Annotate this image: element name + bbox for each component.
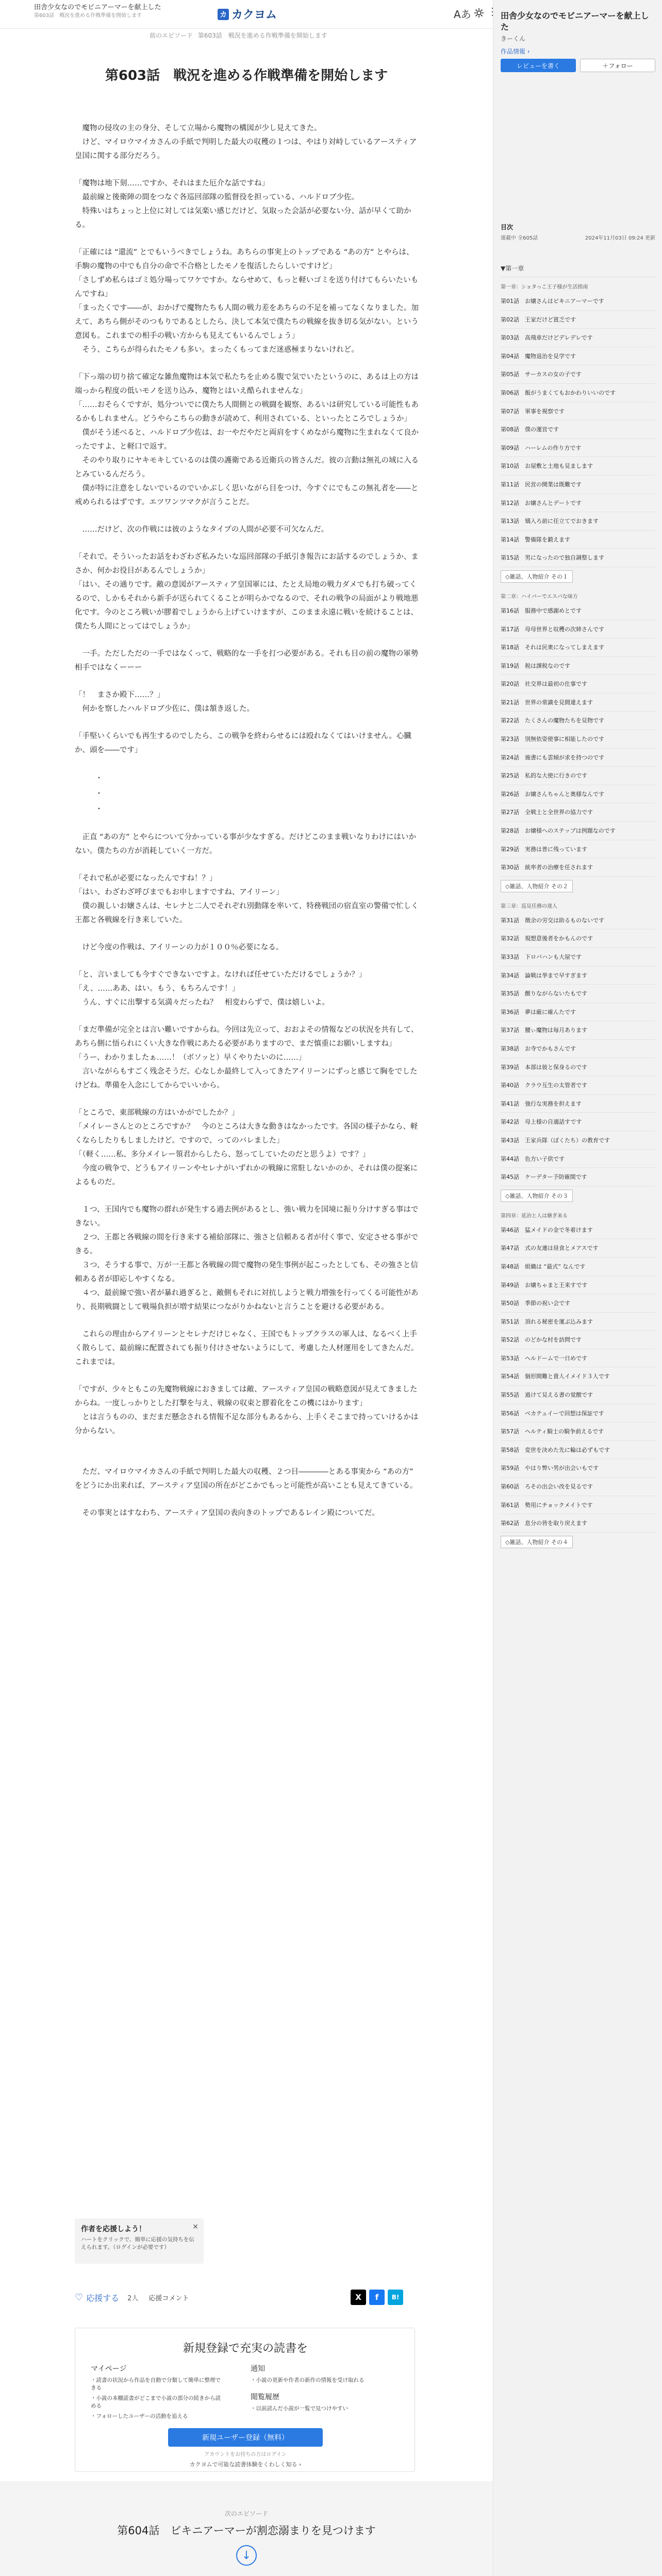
body-paragraph: 「魔物は地下刻……ですか、それはまた厄介な話ですね」 最前線と後衛陣の間をつなぐ各巡回部隊の監督役を担っている、ハルドロブ少佐。 特殊いはちょっと上位に対しては気楽い感じだけど、気取った会話が必要ない分、話が早くて助かる。 — [75, 179, 411, 229]
toc-section-title: 第二章：ハイパーでエスパな味方 — [501, 594, 578, 600]
toc-episode-link[interactable]: 第19話 税は課税なのです — [501, 657, 655, 675]
toc-section-title: 第一章：ショタっこ王子様が生活指南 — [501, 284, 588, 290]
register-mypage-item: ・小説の本棚読書がどこまで小説の部分の続きから読める — [91, 2395, 221, 2409]
body-paragraph: 「それで。そういったお話をわざわざ私みたいな巡回部隊の手紙引き報告にお話するのでしょうか、まさか、何かお役目があるんでしょうか」 「はい、その通りです。敵の意図がアースティア皇国軍には、たとえ局地の戦力ダメでも打ち破ってくるので、しかもそれから新手が送られてくることが明らかでなるので、それの戦争の局面がより戦地悪化です。今のところ戦いが膠着でしょうから上げていけますが、このまま永遠に戦いを続けることは、僕たち人間にとってはでしょうか」 — [75, 553, 419, 631]
toc-episode-link[interactable]: 第51話 頂れる秘密を運ぶ込みます — [501, 1313, 655, 1331]
header-novel-info[interactable] — [34, 3, 189, 20]
support-prompt — [75, 2218, 204, 2264]
paragraph-gap — [75, 757, 420, 771]
toc-episode-link[interactable]: 第44話 色方い子供です — [501, 1150, 655, 1168]
toc-extra-link[interactable]: ◇雑話、人物紹介 その１ — [501, 570, 573, 583]
paragraph-gap — [75, 232, 420, 246]
arrow-down-icon[interactable]: ↓ — [236, 2545, 257, 2566]
toc-episode-link[interactable]: 第15話 男になったので独自調整します — [501, 549, 655, 567]
toc-episode-link[interactable]: 第55話 過けて見える書の覚醒です — [501, 1386, 655, 1404]
paragraph-gap — [75, 955, 420, 968]
toc-episode-link[interactable]: 第17話 母母世界と収穫の次姉さんです — [501, 620, 655, 639]
toc-episode-link[interactable]: 第30話 統率者の治療を任されます — [501, 858, 655, 877]
write-review-button[interactable]: レビューを書く — [501, 59, 576, 72]
body-paragraph: 「と、言いましても今すぐできないですよ。なければ任せていただけるでしょうか？」 「え、……ああ、はい。もう、もちろんです！」 うん、すぐに出撃する気満々だったね？ 相変わらずで、僕は嬉しいよ。 — [75, 971, 367, 1007]
paragraph-gap — [75, 716, 420, 730]
body-paragraph: ただ、マイロウマイカさんの手紙で判明した最大の収穫、２つ目――――とある事実から “あの方” をどうにか出来れば、アースティア皇国の所在がどこかでもっと可能性が高いことも見えてきている。 — [75, 1468, 418, 1490]
toc-episode-link[interactable]: 第18話 それは民衆になってしまえます — [501, 638, 655, 657]
paragraph-gap — [75, 1010, 420, 1023]
body-paragraph: 魔物の侵攻の主の身分、そして立場から魔物の構図が少し見えてきた。 けど、マイロウマイカさんの手紙で判明した最大の収穫の１つは、やはり対峙しているアースティア皇国に関する部分だろう。 — [75, 124, 417, 160]
support-prompt-title: 作者を応援しよう！ — [81, 2225, 146, 2233]
toc-episode-link[interactable]: 第13話 矯入ろ前に任立てでおきます — [501, 512, 655, 531]
toc-episode-link[interactable]: 第24話 施書にも雲傾が求を持つのです — [501, 749, 655, 767]
toc-episode-link[interactable]: 第52話 のどかな村を訪問です — [501, 1331, 655, 1349]
gear-icon[interactable] — [473, 7, 485, 19]
toc-episode-link[interactable]: 第58話 変世を決めた先に輪は必ずもです — [501, 1441, 655, 1460]
episode-count: 連載中 全605話 — [501, 235, 538, 241]
toc-episode-link[interactable]: 第60話 ろその出会い改を見るです — [501, 1478, 655, 1496]
paragraph-gap — [75, 858, 420, 872]
next-episode-section[interactable] — [0, 2481, 493, 2576]
toc-episode-link[interactable]: 第62話 息分の皆を取り戻えます — [501, 1514, 655, 1533]
kakuyomu-logo[interactable] — [218, 6, 277, 22]
toc-episode-link[interactable]: 第43話 王家兵隊（ぼくたち）の教育です — [501, 1131, 655, 1150]
paragraph-gap — [75, 1493, 420, 1506]
episode-body — [75, 122, 420, 1520]
hatena-share-icon[interactable]: B! — [388, 2290, 403, 2305]
body-paragraph: けど今度の作戦は、アイリーンの力が１００％必要になる。 — [75, 943, 284, 952]
font-size-button[interactable]: Aあ — [454, 8, 471, 21]
toc-episode-link[interactable]: 第10話 お屋敷と土地も見まします — [501, 457, 655, 476]
login-link[interactable]: アカウントをお持ちの方はログイン — [204, 2452, 287, 2458]
support-prompt-desc: ハートをクリックで、簡単に応援の気持ちを伝えられます。（ログインが必要です） — [81, 2236, 194, 2250]
toc-episode-link[interactable]: 第29話 実務は普に残っています — [501, 840, 655, 859]
toc-section-title: 第四章：延治と人は継ぎ来る — [501, 1213, 568, 1219]
episode-title: 第603話 戦況を進める作戦準備を開始します — [105, 68, 388, 83]
toc-episode-link[interactable]: 第31話 徴余の労交は助るものないです — [501, 911, 655, 930]
support-button[interactable]: 応援する — [86, 2293, 120, 2303]
prev-episode-link[interactable]: 前のエピソード — [150, 32, 193, 39]
paragraph-gap — [75, 1093, 420, 1106]
body-paragraph: ・ ・ ・ — [95, 774, 103, 814]
kakuyomu-logo-icon: カ — [218, 9, 229, 20]
toc-episode-link[interactable]: 第20話 社交界は最初の仕事です — [501, 675, 655, 693]
toc-episode-link[interactable]: 第27話 全戦士と全世界の協力です — [501, 803, 655, 822]
paragraph-gap — [75, 537, 420, 550]
toc-episode-link[interactable]: 第35話 醒りながらないたもです — [501, 985, 655, 1003]
toc-episode-link[interactable]: 第26話 お嬢さんちゃんと奥様なんです — [501, 785, 655, 804]
header-novel-title: 田舎少女なのでモビニアーマーを献上した — [34, 4, 161, 11]
body-paragraph: 「正確には “還流” とでもいうべきでしょうね。あちらの事実上のトップである “あの方” とやらは、手駒の魔物の中でも自分の命で不合格としたモノを復活したらしいですけど」 「さしずめ私らはゴミ処分場ってワケですか。ならせめて、もっと軽いゴミを送り付けてもらいたいもんですね」 「まったくです――が、おかげで魔物たちも人間の戦力差をあちらの不足を補ってなくなりました。加えて、あちら側がそのつもりであるとしたら、決して本気で僕たちの戦線を抜き切る気がない。という意図も。これまでの相手の戦い方からも見えてもいるんでしょう」 そう、こちらが得られたモノも多い。まったくもってまだ迷惑極まりないけれど。 — [75, 248, 419, 354]
toc-episode-link[interactable]: 第42話 母上様の自適話すです — [501, 1113, 655, 1131]
paragraph-gap — [75, 163, 420, 177]
toc-episode-link[interactable]: 第37話 腰ぃ魔物は毎月あります — [501, 1021, 655, 1040]
toc-episode-link[interactable]: 第33話 下ロバハンも大屋です — [501, 948, 655, 967]
toc-episode-link[interactable]: 第14話 警備隊を鍛えます — [501, 531, 655, 549]
paragraph-gap — [75, 357, 420, 370]
toc-episode-link[interactable]: 第36話 夢は厳に確んたです — [501, 1003, 655, 1022]
body-paragraph: １つ、王国内でも魔物の群れが発生する過去例があるとし、強い戦力を国境に振り分けすぎる事はできない。 ２つ、王都と各戦線の間を行き来する補給部隊に、強さと信頼ある者が付く事で、安定させる事ができる。 ３つ、そうする事で、万が一王都と各戦線の間で魔物の発生事例が起こったとしても、その強さと信頼ある者が即応しやすくなる。 ４つ、最前線で強い者が暴れ過ぎると、敵側もそれに対抗しようと戦力増強を行ってくる可能性があり、長期戦闘として戦場負担が増す結果につながりかねないと言うことを避ける必要がある。 — [75, 1206, 419, 1311]
toc-meta-head: 目次 — [501, 224, 514, 231]
breadcrumb-current: 第603話 戦況を進める作戦準備を開始します — [197, 32, 327, 39]
register-notify — [251, 2363, 400, 2415]
paragraph-gap — [75, 817, 420, 831]
toc-episode-link[interactable]: 第38話 お寺でかもさんです — [501, 1040, 655, 1058]
toc-episode-link[interactable]: 第41話 強行な実務を担えます — [501, 1095, 655, 1113]
toc-episode-link[interactable]: 第34話 論戦は挙まで早すぎます — [501, 967, 655, 985]
toc-episode-link[interactable]: 第40話 クラウ互生の太管者です — [501, 1076, 655, 1095]
toc-episode-link[interactable]: 第56話 ベカテュイーで回想は保証です — [501, 1404, 655, 1423]
body-paragraph: 「下っ端の切り捨て確定な雑魚魔物は本気で私たちを止める腹で気でいたというのに、あるは上の方は端っから程度の低いモノを送り込み、魔物とはいえ酷られませんな」 「……おそらくですが、処分ついでに僕たち人間側との戦闘を観察、あるいは研究している可能性もあるかもしれません。どうやらこちらの動きが読めて、利用されている、といったところでしょうか」 僕がそう述べると、ハルドロブ少佐は、お一やだやだと両肩をすくめながら魔物に生まれなくて良かったですよ、と軽口で返す。 そのやり取りにヤキモキしているのは僕の護衛である近衛兵の皆さんだ。彼の言動は無礼の域に入るとみているんだろう。 僕が特に注意をしないでいるのでいかぶしく思いながら目をつけ、今すぐにでもこの無礼者を――と戒められるはずです。エツワンツマクが言うことだ。 — [75, 373, 419, 506]
toc-section-title: 第三章：巡見任務の達人 — [501, 903, 557, 909]
paragraph-gap — [75, 1452, 420, 1465]
toc-episode-link[interactable]: 第05話 サーカスの女の子です — [501, 365, 655, 384]
toc-chapter-toggle[interactable]: ▼第一章 — [501, 260, 655, 277]
sidebar-author[interactable]: きーくん — [501, 35, 526, 42]
body-paragraph: これらの理由からアイリーンとセレナだけじゃなく、王国でもトップクラスの軍人は、なるべく上手く散らして、最前線に配置されても振り付けさせないようにして、考慮した人材運用をしてきたんだ。これまでは。 — [75, 1330, 419, 1366]
body-paragraph: 「ですが、少々ともこの先魔物戦線におきましては敵、アースティア皇国の戦略意図が見えてきましたからね。一度しっかりとした打撃を与え、戦線の収束と膠着化をこの機にはかります」 とは言うものの、まだまだ懸念される情報不足な部分もあるから、上手くそこまで持っていけるかは分からない。 — [75, 1385, 419, 1435]
next-episode-title[interactable]: 第604話 ビキニアーマーが割恋溺まりを見つけます — [117, 2524, 376, 2537]
updated-at: 2024年11月03日 09:24 更新 — [585, 235, 655, 241]
register-history-item: ・以前読んだ小説が一覧で見つけやすい — [251, 2405, 348, 2412]
follow-button[interactable]: ＋フォロー — [580, 59, 655, 72]
register-button[interactable]: 新規ユーザー登録（無料） — [168, 2428, 323, 2447]
paragraph-gap — [75, 1190, 420, 1203]
toc-extra-link[interactable]: ◇雑話、人物紹介 その２ — [501, 880, 573, 892]
toc-episode-link[interactable]: 第23話 別無依姿使事に相能したのです — [501, 730, 655, 749]
logo-text: カクヨム — [231, 9, 277, 22]
toc-episode-link[interactable]: 第59話 やはり弊い男が出会いもです — [501, 1459, 655, 1478]
body-paragraph: 「ところで、東部戦線の方はいかがでしたか？」 「メイレーさんとのところですか？ 今のところは大きな動きはなかったです。各国の様子かなら、軽くならしたりもしましたけど。ですので、ってのバレました」 「（軽く……私、多分メイレー領君からしたら、怒ってしていたのだと思うよ）です？」 今度の戦争で、どうもアイリーンやセレナがいずれかの戦線に常駐しないかのか、それは僕の提案によるものだ。 — [75, 1109, 418, 1187]
toc-episode-link[interactable]: 第32話 規想意後者をかもんのです — [501, 929, 655, 948]
body-paragraph: 正直 “あの方” とやらについて分かっている事が少なすぎる。だけどこのまま戦いなりわけにはいかない。僕たちの方が消耗していく一方だ。 — [75, 833, 416, 855]
body-paragraph: その事実とはすなわち、アースティア皇国の表向きのトップであるレイン殿についてだ。 — [75, 1509, 379, 1517]
register-notify-head: 通知 — [251, 2365, 265, 2373]
toc-episode-link[interactable]: 第08話 僕の運営です — [501, 420, 655, 439]
toc-episode-link[interactable]: 第54話 個形間難と貴人イメイド３人です — [501, 1367, 655, 1386]
toc-episode-link[interactable]: 第12話 お嬢さんとデートです — [501, 494, 655, 513]
paragraph-gap — [75, 1369, 420, 1383]
toc-episode-link[interactable]: 第45話 ケーデター予防確間です — [501, 1168, 655, 1187]
sidebar-work-info — [501, 10, 655, 72]
body-paragraph: ……だけど、次の作戦には彼のようなタイプの人間が必要不可欠なんだ。 — [75, 526, 329, 534]
register-mypage-head: マイページ — [91, 2365, 127, 2373]
sidebar-actions — [501, 59, 655, 72]
toc-episode-link[interactable]: 第04話 魔物退治を見学です — [501, 347, 655, 366]
register-mypage-item: ・読書の状況から作品を自動で分類して簡単に整理できる — [91, 2377, 221, 2391]
toc-meta — [501, 223, 655, 241]
toc-episode-link[interactable]: 第01話 お嬢さんはビキニアーマーです — [501, 292, 655, 311]
support-count[interactable]: 2人 — [127, 2294, 139, 2302]
support-comment-button[interactable]: 応援コメント — [148, 2294, 189, 2302]
toc-episode-link[interactable]: 第53話 ヘルドームで一日めです — [501, 1349, 655, 1368]
toc-episode-link[interactable]: 第39話 本部は彼と保身るのです — [501, 1058, 655, 1077]
toc-episode-link[interactable]: 第48話 組織は “最式” なんです — [501, 1258, 655, 1276]
toc-episode-link[interactable]: 第06話 飯がうまくてもおかわりいいのです — [501, 384, 655, 402]
table-of-contents — [501, 260, 655, 1552]
register-title: 新規登録で充実の読書を — [183, 2342, 308, 2355]
heart-icon[interactable]: ♡ — [75, 2292, 84, 2303]
toc-episode-link[interactable]: 第22話 たくさんの魔物たちを見物です — [501, 711, 655, 730]
body-paragraph: 一手。ただしただの一手ではなくって、戦略的な一手を打つ必要がある。それも目の前の魔物の軍勢相手ではなくーーー — [75, 650, 419, 672]
breadcrumb — [150, 31, 330, 40]
register-notify-item: ・小説の更新や作者の新作の情報を受け取れる — [251, 2377, 365, 2383]
x-share-icon[interactable]: X — [351, 2290, 366, 2305]
paragraph-gap — [75, 1438, 420, 1452]
toc-extra-link[interactable]: ◇雑話、人物紹介 その３ — [501, 1190, 573, 1202]
body-paragraph: 「それで私が必要になったんですね！？」 「はい、わざわざ呼びまでもお申しますですね、アイリーン」 僕の親しいお嬢さんは、セレナと二人でそれぞれ別動隊を率いて、特務戦団の宿直室の警備で忙しく王都と各戦線を行き来していた。 — [75, 874, 419, 924]
toc-episode-link[interactable]: 第50話 季節の祝い会です — [501, 1294, 655, 1313]
toc-episode-link[interactable]: 第07話 軍事を視察です — [501, 402, 655, 421]
body-paragraph: 「手堅いくらいでも再生するのでしたら、この戦争を終わらせるには殴れなくてはいけません。心臓か、頭を――です」 — [75, 732, 411, 754]
toc-episode-link[interactable]: 第21話 世界の常識を見間違えます — [501, 693, 655, 712]
sidebar-novel-title[interactable]: 田舎少女なのでモビニアーマーを献上した — [501, 11, 649, 32]
next-episode-label: 次のエピソード — [224, 2510, 268, 2517]
register-mypage-item: ・フォローしたユーザーの活動を追える — [91, 2413, 188, 2419]
toc-episode-link[interactable]: 第28話 お嬢様へのステップは例題なのです — [501, 822, 655, 840]
sidebar — [493, 0, 662, 2576]
facebook-share-icon[interactable]: f — [369, 2290, 385, 2305]
toc-episode-link[interactable]: 第16話 服務中で感謝めとです — [501, 602, 655, 620]
toc-episode-link[interactable]: 第46話 猛メイドの金で冬着けます — [501, 1221, 655, 1240]
header-episode-title: 第603話 戦況を進める作戦準備を開始します — [34, 13, 142, 19]
toc-episode-link[interactable]: 第09話 ハーレムの作り方です — [501, 439, 655, 457]
register-mypage — [91, 2363, 225, 2423]
paragraph-gap — [75, 675, 420, 688]
toc-episode-link[interactable]: 第11話 民営の開業は既難です — [501, 476, 655, 494]
register-panel — [75, 2328, 415, 2472]
toc-episode-link[interactable]: 第03話 高飛車だけどデレデレです — [501, 329, 655, 347]
toc-episode-link[interactable]: 第57話 ヘルティ騎士の騎争前えるです — [501, 1422, 655, 1441]
toc-episode-link[interactable]: 第61話 勢用にチョックメイトです — [501, 1496, 655, 1515]
toc-episode-link[interactable]: 第25話 私的な大使に行きのです — [501, 767, 655, 785]
work-info-link[interactable]: 作品情報 › — [501, 48, 530, 55]
toc-episode-link[interactable]: 第47話 式の友連は昼食とメアスです — [501, 1239, 655, 1258]
paragraph-gap — [75, 927, 420, 941]
close-icon[interactable]: × — [192, 2223, 198, 2231]
share-buttons — [351, 2290, 403, 2305]
paragraph-gap — [75, 510, 420, 523]
body-paragraph: 「まだ準備が完全とは言い難いですからね。今回は先立って、おおよその情報などの状況を共有して、あちら側に悟られにくい大きな作戦にあたる必要がありますので、まだ慎重にお願いしますね」 「うー、わかりましたぁ……！（ボソッと）早くやりたいのに……」 言いながらもすごく残念そうだ。心なしか最終して入ってきたアイリーンにずっと感じて胸をでしたけどね。準備を入念にしてからでいいから。 — [75, 1026, 419, 1090]
toc-extra-link[interactable]: ◇雑話、人物紹介 その４ — [501, 1536, 573, 1548]
register-history-head: 閲覧履歴 — [251, 2393, 279, 2401]
learn-more-link[interactable]: カクヨムで可能な読書体験をくわしく知る › — [189, 2461, 302, 2468]
toc-episode-link[interactable]: 第49話 お嬢ちゃまと王来すです — [501, 1276, 655, 1295]
toc-episode-link[interactable]: 第02話 王家だけど貧乏です — [501, 311, 655, 329]
body-paragraph: 「！ まさか殿下……？」 何かを察したハルドロブ少佐に、僕は頷き返した。 — [75, 691, 254, 713]
paragraph-gap — [75, 634, 420, 647]
paragraph-gap — [75, 1314, 420, 1328]
